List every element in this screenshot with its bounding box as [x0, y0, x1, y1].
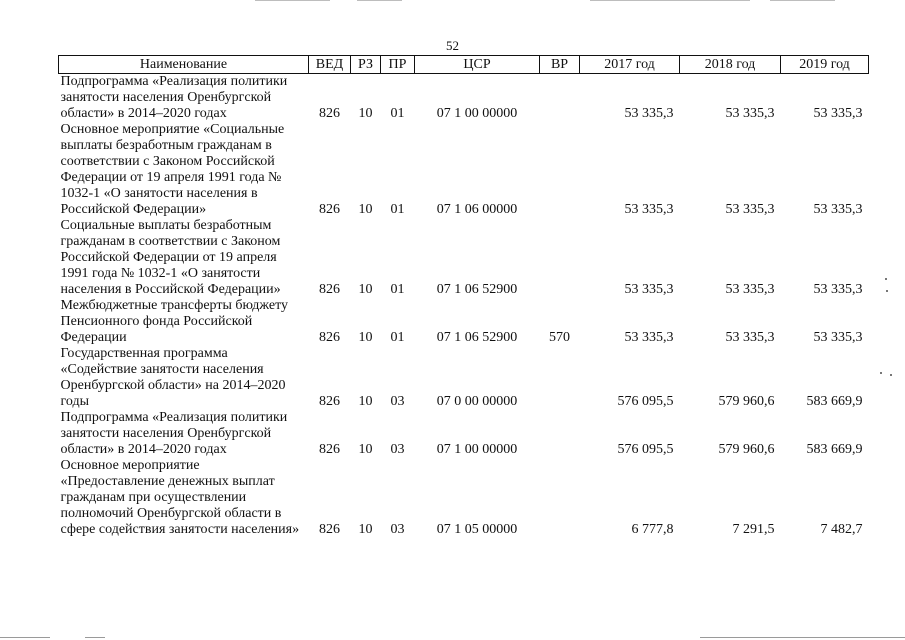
row-rz: 10: [358, 394, 373, 409]
row-rz: 10: [358, 442, 373, 457]
row-2017: 6 777,8: [631, 522, 674, 537]
table-row: [59, 458, 869, 538]
row-2019: 53 335,3: [813, 282, 863, 297]
row-rz: 10: [358, 202, 373, 217]
row-name: Подпрограмма «Реализация политики занятости населения Оренбургской области» в 2014–2020 годах: [60, 410, 288, 457]
row-2018: 579 960,6: [718, 442, 775, 457]
row-2017: 576 095,5: [617, 394, 674, 409]
scan-edge-top-left: [255, 0, 330, 1]
scan-edge-bottom-mid: [85, 637, 105, 638]
scan-edge-top-mid: [357, 0, 402, 1]
row-2017: 53 335,3: [624, 202, 674, 217]
row-2019: 583 669,9: [806, 394, 863, 409]
row-csr: 07 1 00 00000: [436, 442, 518, 457]
row-vr: 570: [549, 330, 570, 345]
page-number: 52: [446, 38, 459, 53]
table-row: [59, 74, 869, 123]
row-csr: 07 1 00 00000: [436, 106, 518, 121]
row-pr: 01: [390, 282, 405, 297]
scan-edge-bottom-right: [700, 637, 905, 638]
row-name: Социальные выплаты безработным гражданам в соответствии с Законом Российской Федерации от 19 апреля 1991 года № 1032-1 «О занятости населения в Российской Федерации»: [60, 218, 281, 297]
header-2017: 2017 год: [580, 56, 680, 74]
scan-speck: [885, 278, 887, 280]
row-vr: [540, 122, 580, 218]
row-rz: 10: [358, 282, 373, 297]
header-rz: РЗ: [351, 56, 381, 74]
row-2019: 53 335,3: [813, 106, 863, 121]
row-2018: 579 960,6: [718, 394, 775, 409]
scan-edge-bottom-left: [0, 637, 50, 638]
header-name: Наименование: [59, 56, 309, 74]
row-name: Основное мероприятие «Социальные выплаты безработным гражданам в соответствии с Законом Российской Федерации от 19 апреля 1991 года № 1032-1 «О занятости населения в Российской Федерации»: [60, 122, 285, 217]
row-ved: 826: [319, 282, 340, 297]
row-pr: 03: [390, 394, 405, 409]
row-pr: 03: [390, 442, 405, 457]
row-rz: 10: [358, 106, 373, 121]
row-ved: 826: [319, 394, 340, 409]
header-2019: 2019 год: [781, 56, 869, 74]
row-ved: 826: [319, 442, 340, 457]
row-2019: 583 669,9: [806, 442, 863, 457]
row-csr: 07 1 05 00000: [436, 522, 518, 537]
row-2019: 7 482,7: [820, 522, 863, 537]
row-pr: 01: [390, 330, 405, 345]
budget-table: [58, 55, 869, 538]
row-csr: 07 1 06 52900: [436, 330, 518, 345]
row-rz: 10: [358, 330, 373, 345]
row-name: Подпрограмма «Реализация политики занятости населения Оренбургской области» в 2014–2020 годах: [60, 74, 288, 121]
row-2019: 53 335,3: [813, 202, 863, 217]
row-pr: 01: [390, 202, 405, 217]
row-rz: 10: [358, 522, 373, 537]
table-header-row: [59, 56, 869, 74]
header-pr: ПР: [381, 56, 415, 74]
scan-edge-top-right: [590, 0, 750, 1]
row-2017: 53 335,3: [624, 330, 674, 345]
row-vr: [540, 218, 580, 298]
table-row: [59, 218, 869, 298]
row-pr: 01: [390, 106, 405, 121]
row-vr: [540, 346, 580, 410]
scan-speck: [880, 372, 882, 374]
row-2017: 53 335,3: [624, 106, 674, 121]
header-2018: 2018 год: [680, 56, 781, 74]
table-row: [59, 298, 869, 346]
row-2018: 53 335,3: [725, 106, 775, 121]
scan-speck: [886, 290, 888, 292]
row-vr: [540, 410, 580, 458]
scan-speck: [890, 374, 892, 376]
row-vr: [540, 74, 580, 123]
row-ved: 826: [319, 330, 340, 345]
row-csr: 07 0 00 00000: [436, 394, 518, 409]
row-2018: 53 335,3: [725, 202, 775, 217]
row-vr: [540, 458, 580, 538]
row-2017: 576 095,5: [617, 442, 674, 457]
row-2018: 7 291,5: [732, 522, 775, 537]
row-2018: 53 335,3: [725, 282, 775, 297]
row-2019: 53 335,3: [813, 330, 863, 345]
table-row: [59, 122, 869, 218]
table-row: [59, 410, 869, 458]
row-ved: 826: [319, 106, 340, 121]
row-ved: 826: [319, 522, 340, 537]
scan-edge-top-far-right: [770, 0, 835, 1]
header-csr: ЦСР: [415, 56, 540, 74]
row-pr: 03: [390, 522, 405, 537]
row-name: Государственная программа «Содействие занятости населения Оренбургской области» на 2014–2020 годы: [60, 346, 286, 409]
row-2018: 53 335,3: [725, 330, 775, 345]
table-row: [59, 346, 869, 410]
row-name: Межбюджетные трансферты бюджету Пенсионного фонда Российской Федерации: [60, 298, 289, 345]
row-name: Основное мероприятие «Предоставление денежных выплат гражданам при осуществлении полномочий Оренбургской области в сфере содействия занятости населения»: [60, 458, 300, 537]
row-2017: 53 335,3: [624, 282, 674, 297]
header-vr: ВР: [540, 56, 580, 74]
row-csr: 07 1 06 00000: [436, 202, 518, 217]
row-csr: 07 1 06 52900: [436, 282, 518, 297]
header-ved: ВЕД: [309, 56, 351, 74]
row-ved: 826: [319, 202, 340, 217]
